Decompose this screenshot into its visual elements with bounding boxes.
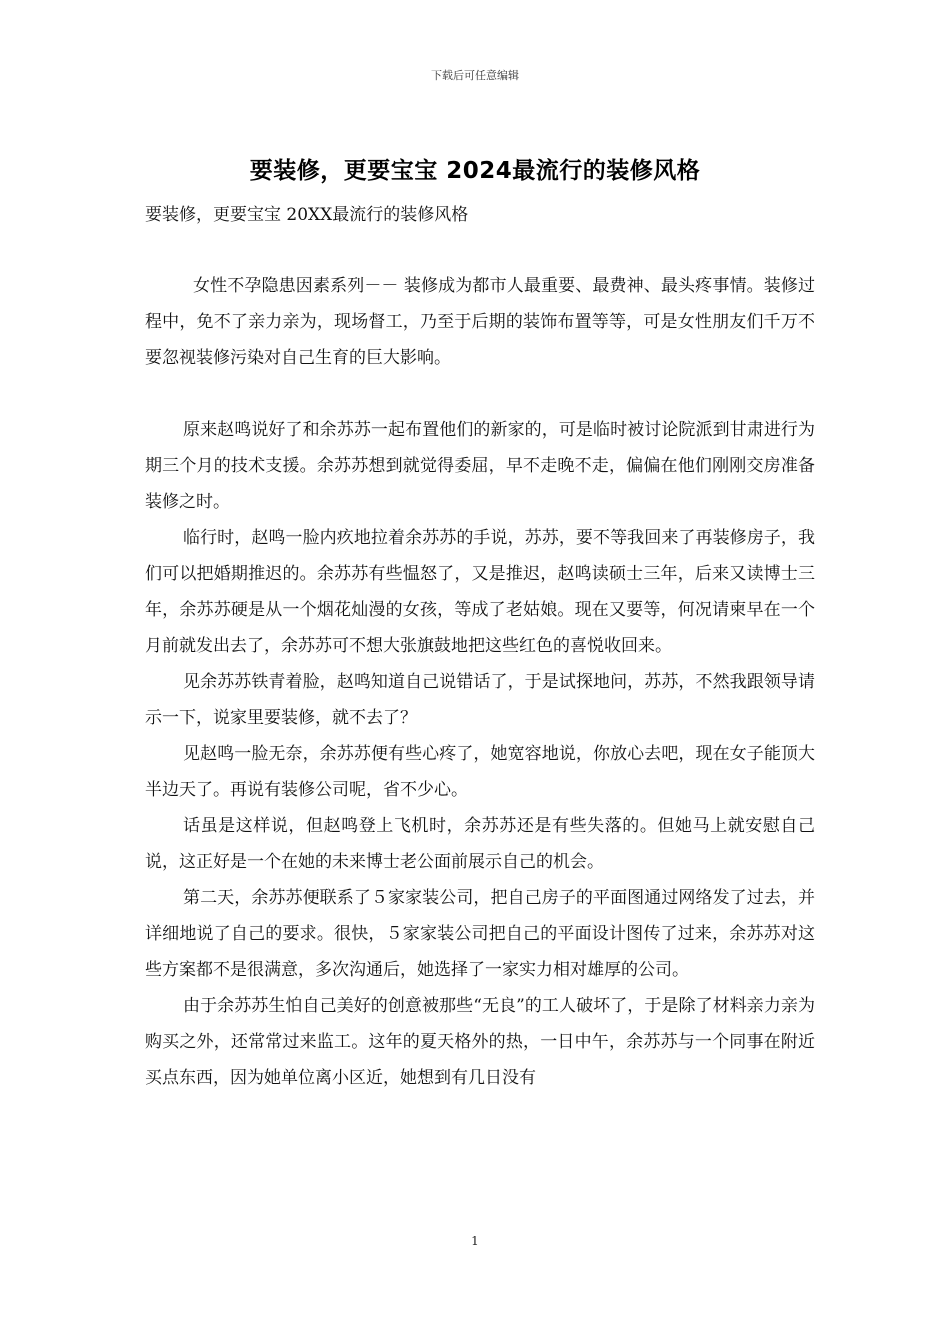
body-paragraph: 见余苏苏铁青着脸，赵鸣知道自己说错话了，于是试探地问，苏苏，不然我跟领导请示一下，说家里要装修，就不去了？ — [145, 672, 815, 728]
body-paragraph: 话虽是这样说，但赵鸣登上飞机时，余苏苏还是有些失落的。但她马上就安慰自己说，这正好是一个在她的未来博士老公面前展示自己的机会。 — [145, 816, 815, 872]
body-paragraph: 见赵鸣一脸无奈，余苏苏便有些心疼了，她宽容地说，你放心去吧，现在女子能顶大半边天了。再说有装修公司呢，省不少心。 — [145, 744, 815, 800]
document-title: 要装修，更要宝宝 2024最流行的装修风格 — [249, 158, 701, 184]
body-paragraph: 原来赵鸣说好了和余苏苏一起布置他们的新家的，可是临时被讨论院派到甘肃进行为期三个月的技术支援。余苏苏想到就觉得委屈，早不走晚不走，偏偏在他们刚刚交房准备装修之时。 — [145, 420, 815, 512]
document-subtitle: 要装修，更要宝宝 20XX最流行的装修风格 — [145, 205, 469, 225]
body-paragraph: 临行时，赵鸣一脸内疚地拉着余苏苏的手说，苏苏，要不等我回来了再装修房子，我们可以把婚期推迟的。余苏苏有些愠怒了，又是推迟，赵鸣读硕士三年，后来又读博士三年，余苏苏硬是从一个烟花灿漫的女孩，等成了老姑娘。现在又要等，何况请柬早在一个月前就发出去了，余苏苏可不想大张旗鼓地把这些红色的喜悦收回来。 — [145, 528, 815, 656]
document-body — [145, 268, 815, 1096]
body-paragraph: 第二天，余苏苏便联系了５家家装公司，把自己房子的平面图通过网络发了过去，并详细地说了自己的要求。很快，５家家装公司把自己的平面设计图传了过来，余苏苏对这些方案都不是很满意，多次沟通后，她选择了一家实力相对雄厚的公司。 — [145, 888, 815, 980]
intro-paragraph: 女性不孕隐患因素系列－－ 装修成为都市人最重要、最费神、最头疼事情。装修过程中，免不了亲力亲为，现场督工，乃至于后期的装饰布置等等，可是女性朋友们千万不要忽视装修污染对自己生育的巨大影响。 — [145, 276, 815, 368]
body-paragraph: 由于余苏苏生怕自己美好的创意被那些“无良”的工人破坏了，于是除了材料亲力亲为购买之外，还常常过来监工。这年的夏天格外的热，一日中午，余苏苏与一个同事在附近买点东西，因为她单位离小区近，她想到有几日没有 — [145, 996, 815, 1088]
page-number: 1 — [471, 1234, 479, 1248]
header-note: 下载后可任意编辑 — [431, 69, 519, 82]
